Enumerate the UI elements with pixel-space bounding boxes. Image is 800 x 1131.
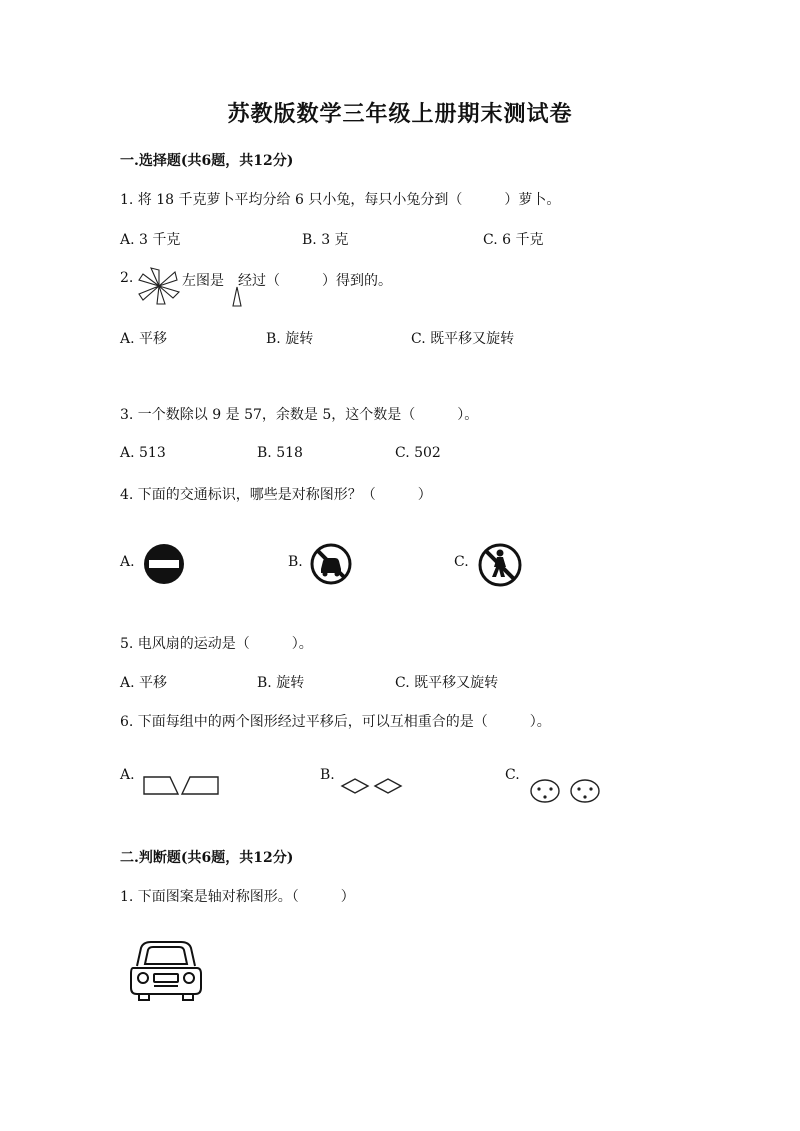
q5-option-a: A. 平移	[120, 675, 168, 691]
question-4-text: 4. 下面的交通标识，哪些是对称图形？（ ）	[120, 487, 432, 503]
q3-option-c: C. 502	[395, 445, 441, 461]
q4-option-a: A.	[120, 554, 135, 570]
no-car-sign-icon	[310, 543, 352, 585]
section-heading-judgment: 二.判断题(共6题，共12分)	[120, 850, 294, 866]
no-pedestrian-sign-icon	[478, 543, 522, 587]
q1-option-c: C. 6 千克	[483, 232, 544, 248]
parallelogram-pair-icon	[142, 773, 222, 797]
q5-option-c: C. 既平移又旋转	[395, 675, 499, 691]
q3-option-a: A. 513	[120, 445, 166, 461]
q1-option-a: A. 3 千克	[120, 232, 181, 248]
q6-option-c: C.	[505, 767, 520, 783]
triangle-blade-icon	[231, 286, 243, 308]
no-entry-sign-icon	[143, 543, 185, 585]
q6-option-a: A.	[120, 767, 135, 783]
q6-option-b: B.	[320, 767, 335, 783]
q2-option-c: C. 既平移又旋转	[411, 331, 515, 347]
q3-option-b: B. 518	[257, 445, 303, 461]
q4-option-b: B.	[288, 554, 303, 570]
page-title: 苏教版数学三年级上册期末测试卷	[227, 101, 573, 127]
q2-option-b: B. 旋转	[266, 331, 314, 347]
section-heading-choice: 一.选择题(共6题，共12分)	[120, 153, 294, 169]
question-5-text: 5. 电风扇的运动是（ ）。	[120, 636, 313, 652]
question-2-number: 2.	[120, 270, 134, 286]
q1-option-b: B. 3 克	[302, 232, 349, 248]
rhombus-pair-icon	[340, 776, 406, 796]
question-6-text: 6. 下面每组中的两个图形经过平移后，可以互相重合的是（ ）。	[120, 714, 551, 730]
q5-option-b: B. 旋转	[257, 675, 305, 691]
question-3-text: 3. 一个数除以 9 是 57，余数是 5，这个数是（ ）。	[120, 407, 479, 423]
q4-option-c: C.	[454, 554, 469, 570]
dotted-circle-pair-icon	[529, 777, 603, 805]
judgment-question-1-text: 1. 下面图案是轴对称图形。（ ）	[120, 889, 355, 905]
car-icon	[127, 938, 205, 1002]
question-1-text: 1. 将 18 千克萝卜平均分给 6 只小兔，每只小兔分到（ ）萝卜。	[120, 192, 561, 208]
question-2-text: 左图是 经过（ ）得到的。	[182, 273, 392, 289]
pinwheel-icon	[137, 266, 181, 306]
q2-option-a: A. 平移	[120, 331, 168, 347]
